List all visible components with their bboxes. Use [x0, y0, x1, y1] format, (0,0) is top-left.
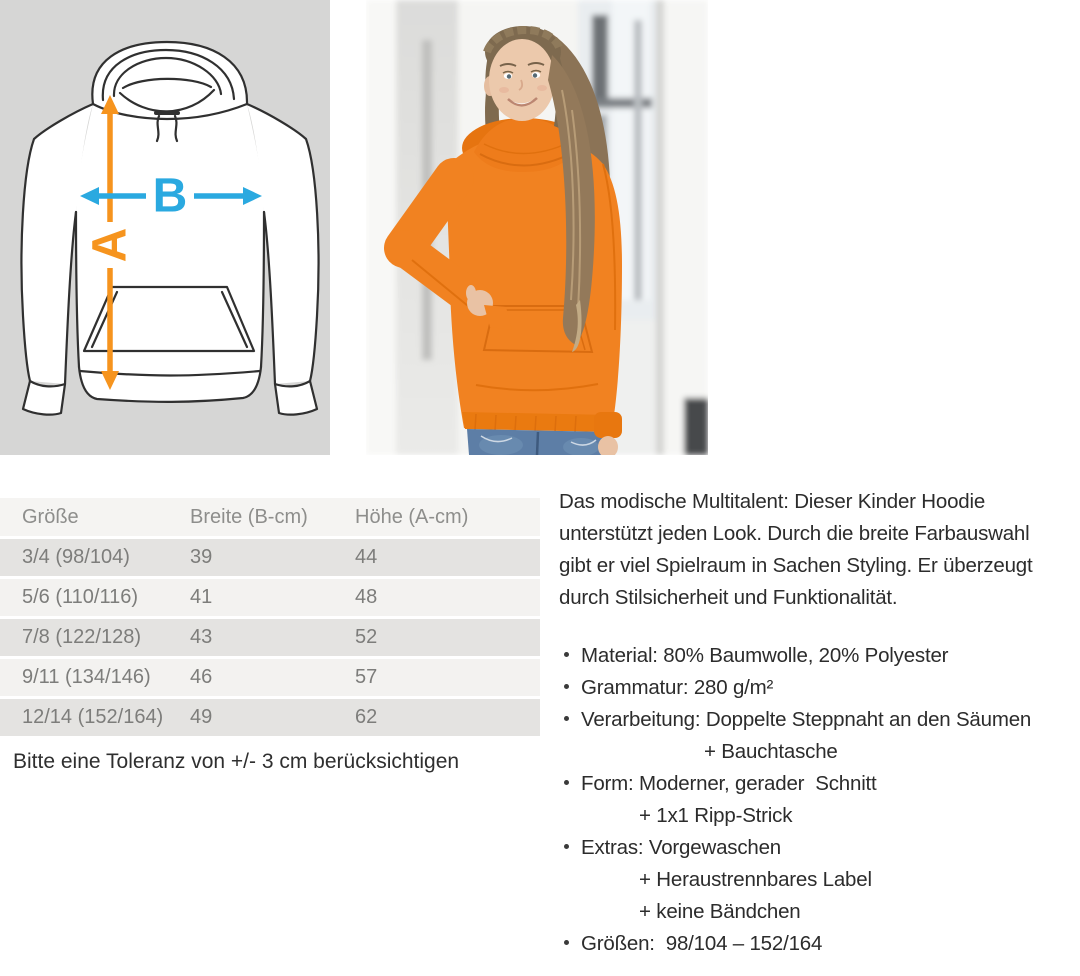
table-row [0, 579, 540, 616]
cell-hoehe: 62 [355, 706, 378, 728]
product-photo[interactable] [366, 0, 708, 455]
description-line: Das modische Multitalent: Dieser Kinder Hoodie [559, 490, 986, 513]
cell-hoehe: 52 [355, 626, 378, 648]
bullet-text: Form: Moderner, gerader Schnitt [581, 772, 877, 795]
size-diagram-panel [0, 0, 330, 455]
table-row [0, 619, 540, 656]
cell-breite: 46 [190, 666, 213, 688]
label-b: B [152, 169, 188, 223]
list-item-continuation: + Heraustrennbares Label [639, 868, 872, 891]
cell-breite: 43 [190, 626, 213, 648]
description-line: gibt er viel Spielraum in Sachen Styling. Er überzeugt [559, 554, 1033, 577]
cell-groesse: 9/11 (134/146) [22, 666, 151, 688]
col-header-hoehe: Höhe (A-cm) [355, 505, 469, 528]
table-row [0, 659, 540, 696]
bullet-dot [564, 780, 569, 785]
bullet-text: Material: 80% Baumwolle, 20% Polyester [581, 644, 949, 667]
tolerance-note: Bitte eine Toleranz von +/- 3 cm berücksichtigen [13, 750, 460, 773]
table-row [0, 699, 540, 736]
feature-list [559, 640, 1080, 960]
list-item [559, 704, 1080, 736]
col-header-breite: Breite (B-cm) [190, 505, 308, 528]
bullet-text: Verarbeitung: Doppelte Steppnaht an den Säumen [581, 708, 1032, 731]
list-item-continuation: + Bauchtasche [704, 740, 838, 763]
bullet-text: Extras: Vorgewaschen [581, 836, 781, 859]
table-row [0, 539, 540, 576]
bullet-dot [564, 652, 569, 657]
cell-breite: 49 [190, 706, 213, 728]
label-a: A [83, 227, 137, 263]
list-item [559, 672, 1080, 704]
hoodie-outline [21, 42, 318, 415]
cell-hoehe: 44 [355, 546, 378, 568]
bullet-dot [564, 844, 569, 849]
cell-breite: 39 [190, 546, 213, 568]
list-item [559, 640, 1080, 672]
list-item [559, 768, 1080, 800]
list-item [559, 832, 1080, 864]
cell-groesse: 3/4 (98/104) [22, 546, 130, 568]
cell-groesse: 12/14 (152/164) [22, 706, 164, 728]
cell-hoehe: 48 [355, 586, 378, 608]
bullet-text: Grammatur: 280 g/m² [581, 676, 774, 699]
description-line: unterstützt jeden Look. Durch die breite Farbauswahl [559, 522, 1030, 545]
bullet-dot [564, 684, 569, 689]
hoodie-measurement-diagram [0, 0, 330, 455]
product-photo-image [366, 0, 708, 455]
list-item [559, 928, 1080, 960]
list-item-continuation: + keine Bändchen [639, 900, 801, 923]
product-description [559, 486, 1080, 960]
size-table-header [0, 498, 540, 536]
cell-groesse: 5/6 (110/116) [22, 586, 139, 608]
list-item-continuation: + 1x1 Ripp-Strick [639, 804, 793, 827]
bullet-dot [564, 940, 569, 945]
size-table [0, 498, 540, 739]
cell-breite: 41 [190, 586, 213, 608]
col-header-groesse: Größe [22, 505, 79, 528]
description-line: durch Stilsicherheit und Funktionalität. [559, 586, 898, 609]
bullet-text: Größen: 98/104 – 152/164 [581, 932, 823, 955]
cell-groesse: 7/8 (122/128) [22, 626, 141, 648]
cell-hoehe: 57 [355, 666, 378, 688]
bullet-dot [564, 716, 569, 721]
